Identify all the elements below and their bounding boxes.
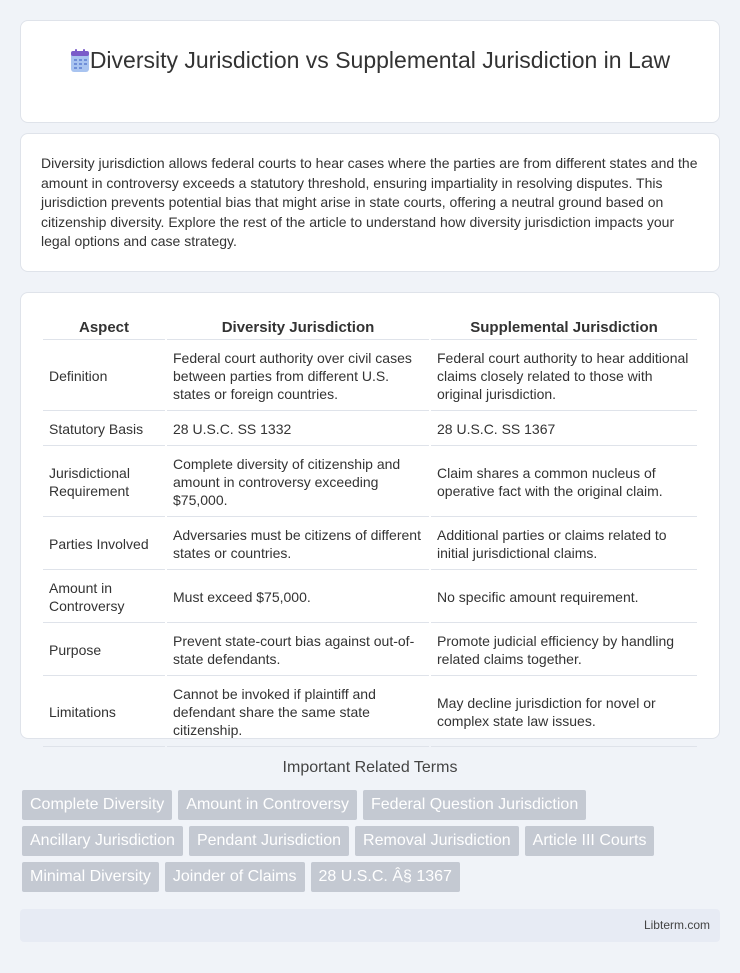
footer-site-link[interactable]: Libterm.com — [643, 918, 710, 932]
related-term-tag[interactable]: Joinder of Claims — [165, 862, 305, 892]
column-header-supplemental: Supplemental Jurisdiction — [431, 315, 697, 340]
intro-paragraph: Diversity jurisdiction allows federal courts to hear cases where the parties are from different states and the amount in controversy exceeds a statutory threshold, ensuring impartiality in resolving disputes. This jurisdiction prevents potential bias that might arise in state courts, offering a neutral ground based on citizenship diversity. Explore the rest of the article to understand how diversity jurisdiction impacts your legal options and case strategy. — [41, 155, 698, 250]
footer-bar — [20, 909, 720, 942]
related-term-tag[interactable]: Ancillary Jurisdiction — [22, 826, 183, 856]
related-term-tag[interactable]: Minimal Diversity — [22, 862, 159, 892]
row-aspect-cell: Jurisdictional Requirement — [43, 448, 165, 517]
table-header-row — [43, 315, 697, 340]
row-aspect-cell: Parties Involved — [43, 519, 165, 570]
related-term-tag[interactable]: 28 U.S.C. Â§ 1367 — [311, 862, 460, 892]
related-term-tag[interactable]: Federal Question Jurisdiction — [363, 790, 586, 820]
supplemental-cell: Additional parties or claims related to initial jurisdictional claims. — [431, 519, 697, 570]
supplemental-cell: Claim shares a common nucleus of operative fact with the original claim. — [431, 448, 697, 517]
supplemental-cell: Federal court authority to hear additional claims closely related to those with original jurisdiction. — [431, 342, 697, 411]
supplemental-cell: Promote judicial efficiency by handling related claims together. — [431, 625, 697, 676]
tag-row — [22, 862, 722, 892]
table-row — [43, 678, 697, 747]
row-aspect-cell: Statutory Basis — [43, 413, 165, 446]
diversity-cell: Must exceed $75,000. — [167, 572, 429, 623]
table-row — [43, 448, 697, 517]
table-row — [43, 519, 697, 570]
column-header-aspect: Aspect — [43, 315, 165, 340]
comparison-table — [41, 313, 699, 749]
row-aspect-cell: Limitations — [43, 678, 165, 747]
intro-card — [20, 133, 720, 272]
row-aspect-cell: Purpose — [43, 625, 165, 676]
diversity-cell: Adversaries must be citizens of different states or countries. — [167, 519, 429, 570]
header-card — [20, 20, 720, 123]
row-aspect-cell: Amount in Controversy — [43, 572, 165, 623]
tag-row — [22, 826, 722, 856]
related-term-tag[interactable]: Complete Diversity — [22, 790, 172, 820]
comparison-table-card — [20, 292, 720, 739]
table-row — [43, 342, 697, 411]
diversity-cell: Cannot be invoked if plaintiff and defendant share the same state citizenship. — [167, 678, 429, 747]
related-term-tag[interactable]: Removal Jurisdiction — [355, 826, 519, 856]
table-row — [43, 413, 697, 446]
related-term-tag[interactable]: Article III Courts — [525, 826, 655, 856]
related-term-tag[interactable]: Pendant Jurisdiction — [189, 826, 349, 856]
supplemental-cell: 28 U.S.C. SS 1367 — [431, 413, 697, 446]
related-terms-list — [22, 790, 722, 898]
supplemental-cell: No specific amount requirement. — [431, 572, 697, 623]
row-aspect-cell: Definition — [43, 342, 165, 411]
table-row — [43, 572, 697, 623]
diversity-cell: Federal court authority over civil cases between parties from different U.S. states or foreign countries. — [167, 342, 429, 411]
diversity-cell: 28 U.S.C. SS 1332 — [167, 413, 429, 446]
column-header-diversity: Diversity Jurisdiction — [167, 315, 429, 340]
related-term-tag[interactable]: Amount in Controversy — [178, 790, 357, 820]
tag-row — [22, 790, 722, 820]
supplemental-cell: May decline jurisdiction for novel or complex state law issues. — [431, 678, 697, 747]
table-row — [43, 625, 697, 676]
diversity-cell: Prevent state-court bias against out-of-state defendants. — [167, 625, 429, 676]
related-terms-heading: Important Related Terms — [282, 759, 458, 776]
page-title: Diversity Jurisdiction vs Supplemental Jurisdiction in Law — [89, 47, 671, 73]
diversity-cell: Complete diversity of citizenship and amount in controversy exceeding $75,000. — [167, 448, 429, 517]
